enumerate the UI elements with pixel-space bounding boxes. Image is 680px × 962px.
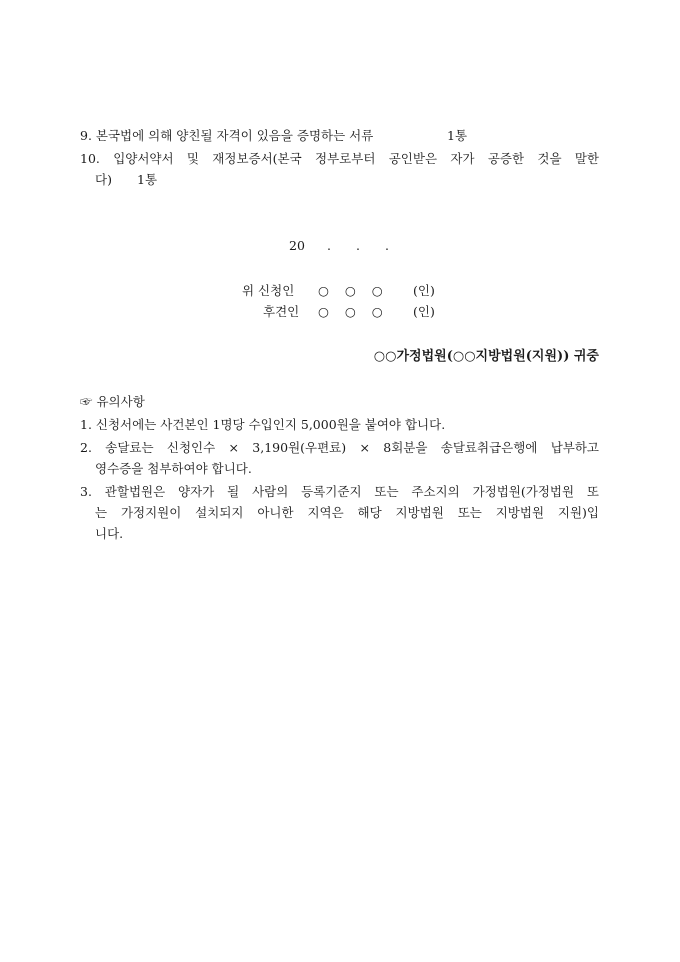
applicant-signature-line xyxy=(0,283,680,301)
attachment-item-9 xyxy=(80,128,468,144)
guardian-label: 후견인 xyxy=(263,304,300,319)
attachment-item-9-text: 9. 본국법에 의해 양친될 자격이 있음을 증명하는 서류 xyxy=(80,128,374,143)
date-line xyxy=(0,238,680,256)
date-dot-1: . xyxy=(327,238,331,253)
note-item-3-line2: 는 가정지원이 설치되지 아니한 지역은 해당 지방법원 또는 지방법원 지원)입 xyxy=(95,505,599,520)
attachment-item-10-line2-text: 다) xyxy=(95,172,112,187)
guardian-signature-line xyxy=(0,304,680,322)
attachment-item-10-count: 1통 xyxy=(137,172,158,187)
applicant-name: ○ ○ ○ xyxy=(318,283,383,298)
date-year: 20 xyxy=(289,238,305,253)
note-item-2-line2: 영수증을 첨부하여야 합니다. xyxy=(95,461,252,476)
attachment-item-9-count: 1통 xyxy=(447,128,468,143)
note-item-3-line3: 니다. xyxy=(95,526,124,541)
attachment-item-10-line1: 10. 입양서약서 및 재정보증서(본국 정부로부터 공인받은 자가 공증한 것을 말한 xyxy=(80,151,599,166)
note-item-1: 1. 신청서에는 사건본인 1명당 수입인지 5,000원을 붙여야 합니다. xyxy=(80,417,446,432)
guardian-seal: (인) xyxy=(413,304,435,319)
note-item-2-line1: 2. 송달료는 신청인수 × 3,190원(우편료) × 8회분을 송달료취급은행에 납부하고 xyxy=(80,440,599,455)
date-dot-2: . xyxy=(356,238,360,253)
applicant-seal: (인) xyxy=(413,283,435,298)
attachment-item-10-line2 xyxy=(95,172,158,188)
applicant-label: 위 신청인 xyxy=(242,283,295,298)
date-dot-3: . xyxy=(385,238,389,253)
note-item-3-line1: 3. 관할법원은 양자가 될 사람의 등록기준지 또는 주소지의 가정법원(가정법원 또 xyxy=(80,484,599,499)
notes-heading: ☞ 유의사항 xyxy=(80,394,145,409)
guardian-name: ○ ○ ○ xyxy=(318,304,383,319)
court-addressee: ○○가정법원(○○지방법원(지원)) 귀중 xyxy=(373,349,599,364)
